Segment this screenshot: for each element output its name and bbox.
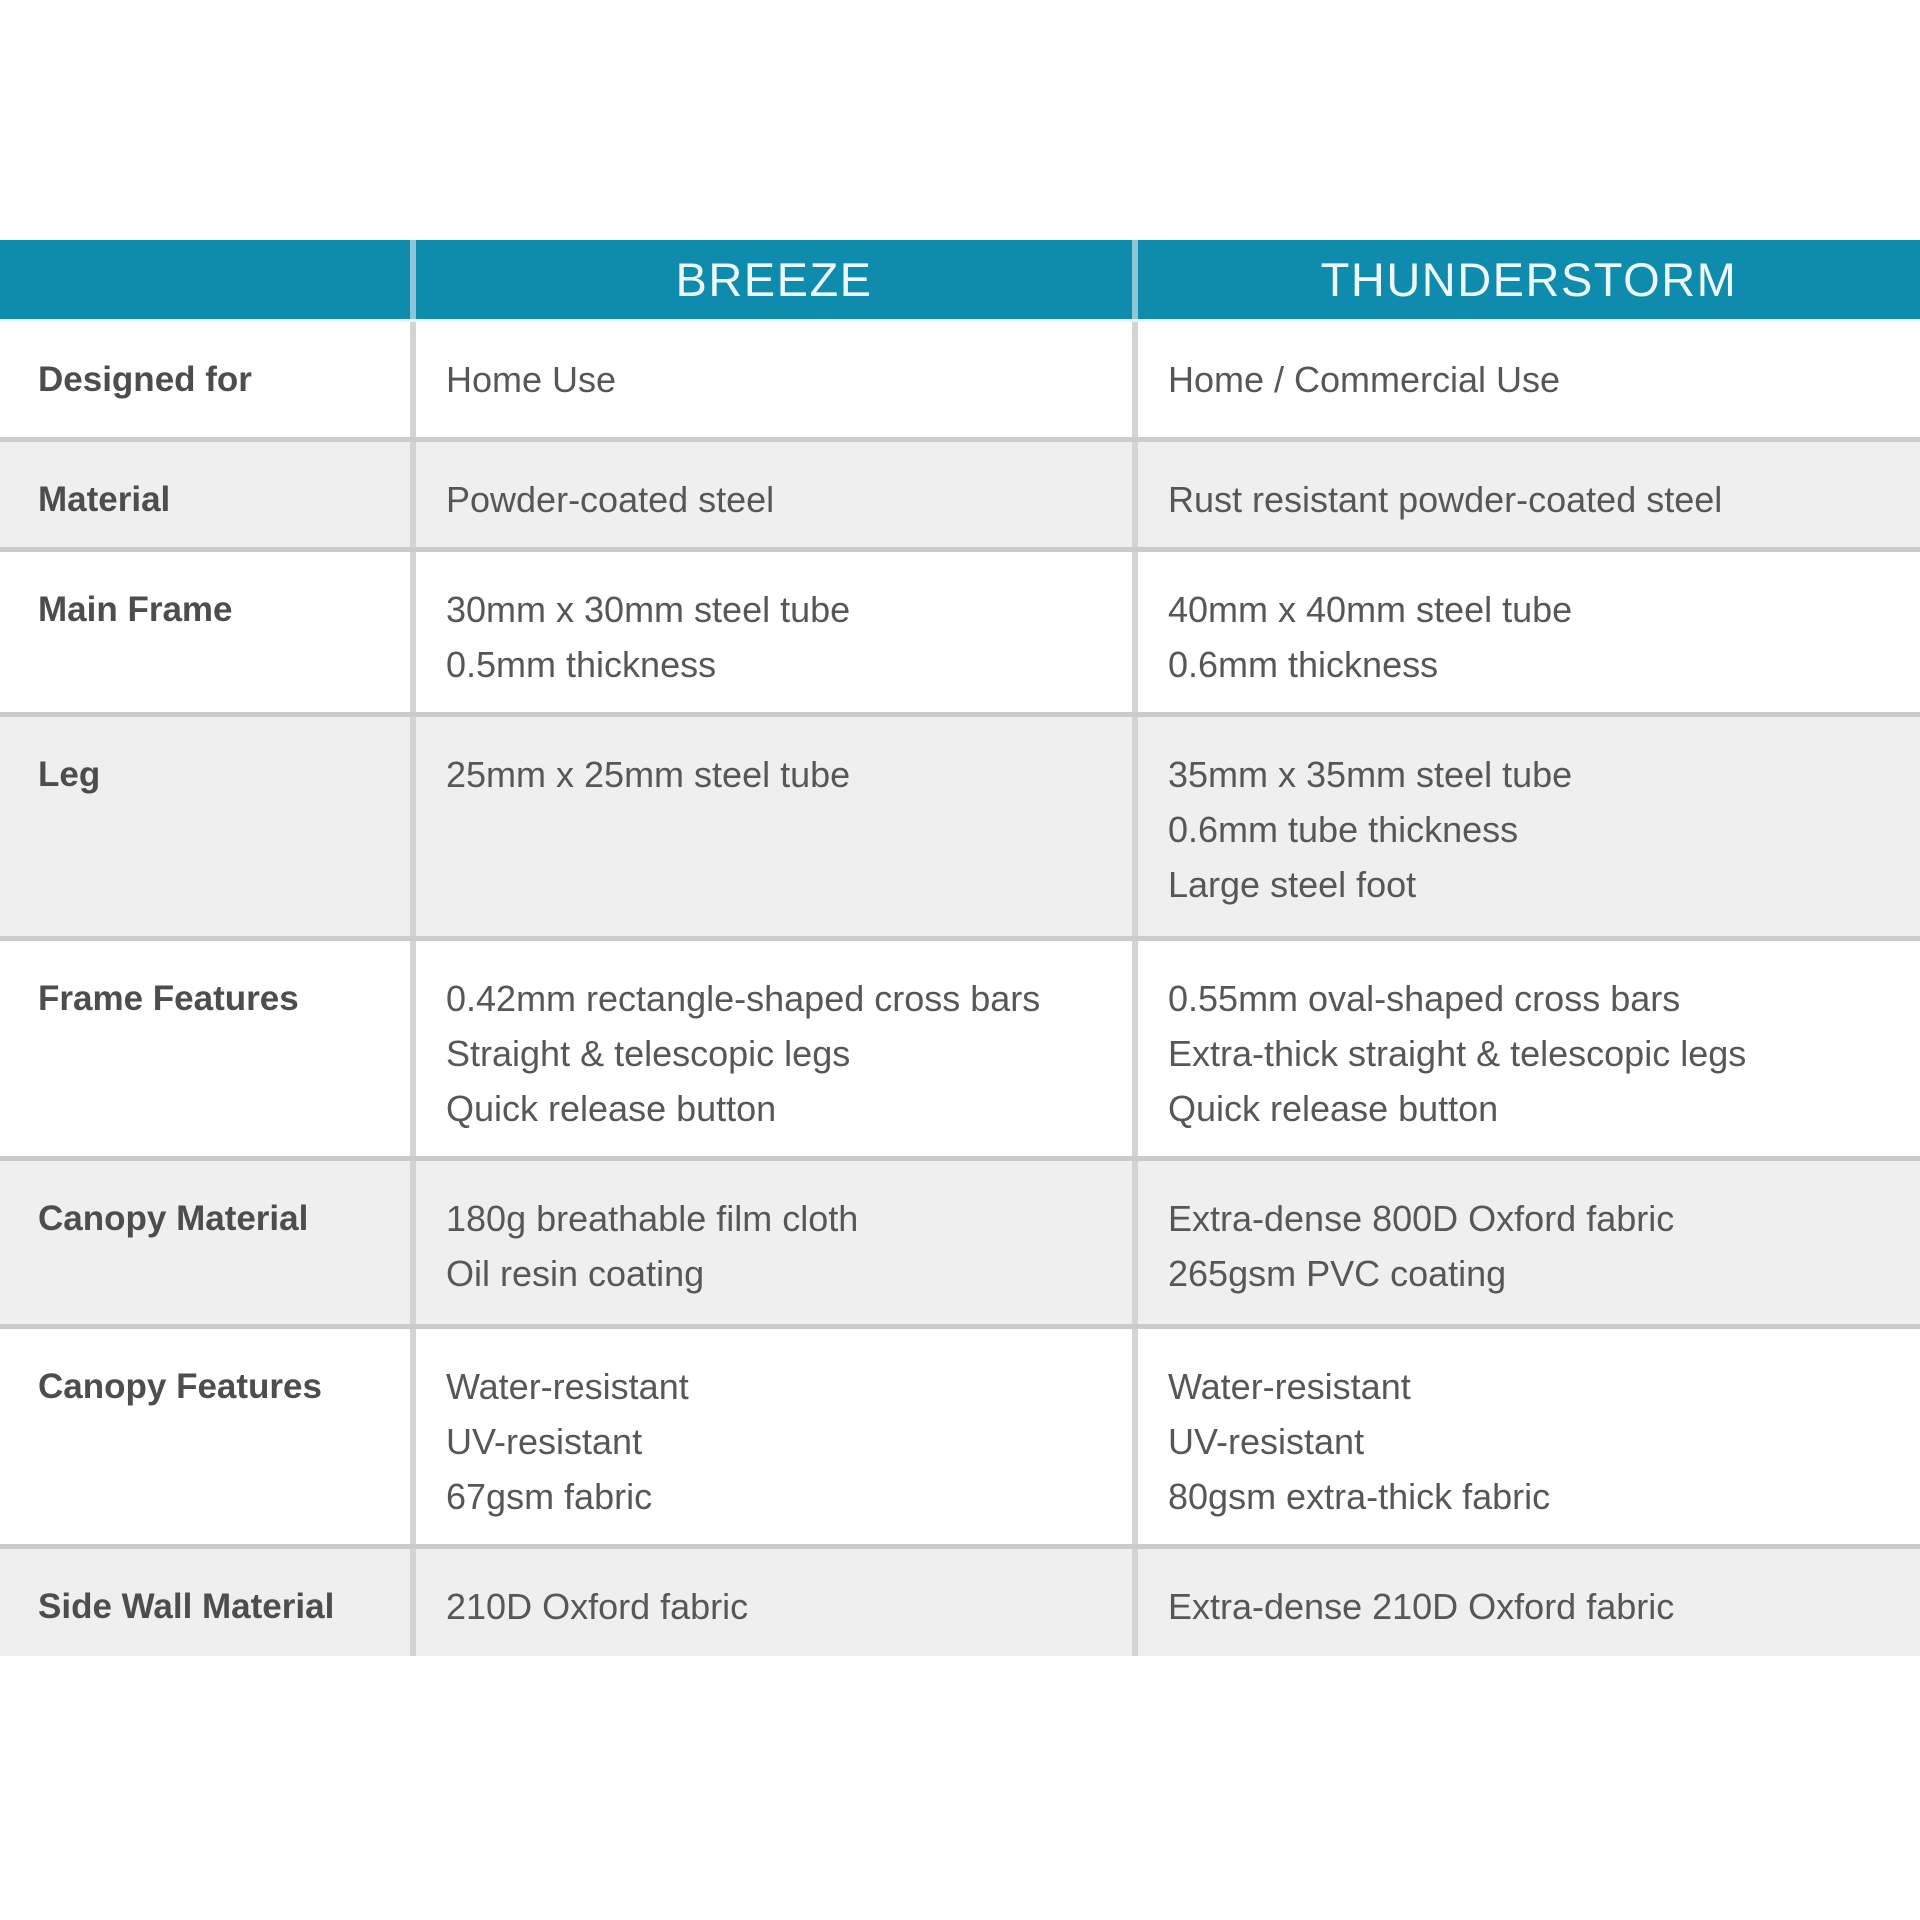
value-line: 67gsm fabric: [446, 1476, 653, 1517]
breeze-value: [410, 1161, 1132, 1324]
thunderstorm-value: [1132, 941, 1920, 1156]
row-label: Leg: [38, 755, 101, 794]
header-corner-cell: [0, 240, 410, 319]
value-line: 35mm x 35mm steel tube: [1168, 754, 1573, 795]
thunderstorm-value: [1132, 442, 1920, 547]
value-line: 0.55mm oval-shaped cross bars: [1168, 978, 1681, 1019]
value-line: Quick release button: [1168, 1088, 1499, 1129]
value-line: 180g breathable film cloth: [446, 1198, 859, 1239]
thunderstorm-value: [1132, 322, 1920, 437]
row-label: Designed for: [38, 360, 252, 399]
value-line: 25mm x 25mm steel tube: [446, 754, 851, 795]
value-line: 0.6mm thickness: [1168, 644, 1439, 685]
value-line: Home Use: [446, 359, 617, 400]
row-label: Material: [38, 480, 171, 519]
value-line: 0.5mm thickness: [446, 644, 717, 685]
breeze-value: [410, 1549, 1132, 1656]
thunderstorm-value: [1132, 1549, 1920, 1656]
value-line: 0.6mm tube thickness: [1168, 809, 1519, 850]
thunderstorm-value: [1132, 1161, 1920, 1324]
value-line: 40mm x 40mm steel tube: [1168, 589, 1573, 630]
breeze-value: [410, 717, 1132, 936]
row-label: Side Wall Material: [38, 1587, 335, 1626]
breeze-value: [410, 941, 1132, 1156]
value-line: UV-resistant: [1168, 1421, 1365, 1462]
header-breeze: BREEZE: [410, 240, 1132, 319]
value-line: Powder-coated steel: [446, 479, 775, 520]
table-row: [0, 936, 1920, 1156]
row-label: Canopy Features: [38, 1367, 322, 1406]
value-line: 0.42mm rectangle-shaped cross bars: [446, 978, 1041, 1019]
row-label: Main Frame: [38, 590, 233, 629]
value-line: Rust resistant powder-coated steel: [1168, 479, 1723, 520]
table-row: [0, 547, 1920, 712]
table-row: [0, 437, 1920, 547]
thunderstorm-value: [1132, 552, 1920, 712]
value-line: Water-resistant: [446, 1366, 689, 1407]
breeze-value: [410, 442, 1132, 547]
table-row: [0, 1544, 1920, 1656]
table-row: [0, 712, 1920, 936]
value-line: Water-resistant: [1168, 1366, 1411, 1407]
value-line: 265gsm PVC coating: [1168, 1253, 1507, 1294]
table-header: [0, 240, 1920, 322]
value-line: Extra-dense 210D Oxford fabric: [1168, 1586, 1675, 1627]
comparison-table: [0, 240, 1920, 1656]
table-row: [0, 1156, 1920, 1324]
value-line: Oil resin coating: [446, 1253, 705, 1294]
table-row: [0, 322, 1920, 437]
row-label: Canopy Material: [38, 1199, 309, 1238]
breeze-value: [410, 552, 1132, 712]
value-line: Extra-thick straight & telescopic legs: [1168, 1033, 1747, 1074]
value-line: UV-resistant: [446, 1421, 643, 1462]
row-label: Frame Features: [38, 979, 299, 1018]
thunderstorm-value: [1132, 717, 1920, 936]
value-line: 80gsm extra-thick fabric: [1168, 1476, 1551, 1517]
table-row: [0, 1324, 1920, 1544]
value-line: Straight & telescopic legs: [446, 1033, 851, 1074]
header-thunderstorm: THUNDERSTORM: [1132, 240, 1920, 319]
value-line: 210D Oxford fabric: [446, 1586, 749, 1627]
table-body: [0, 322, 1920, 1656]
thunderstorm-value: [1132, 1329, 1920, 1544]
value-line: 30mm x 30mm steel tube: [446, 589, 851, 630]
breeze-value: [410, 322, 1132, 437]
value-line: Large steel foot: [1168, 864, 1417, 905]
value-line: Extra-dense 800D Oxford fabric: [1168, 1198, 1675, 1239]
value-line: Home / Commercial Use: [1168, 359, 1561, 400]
value-line: Quick release button: [446, 1088, 777, 1129]
breeze-value: [410, 1329, 1132, 1544]
